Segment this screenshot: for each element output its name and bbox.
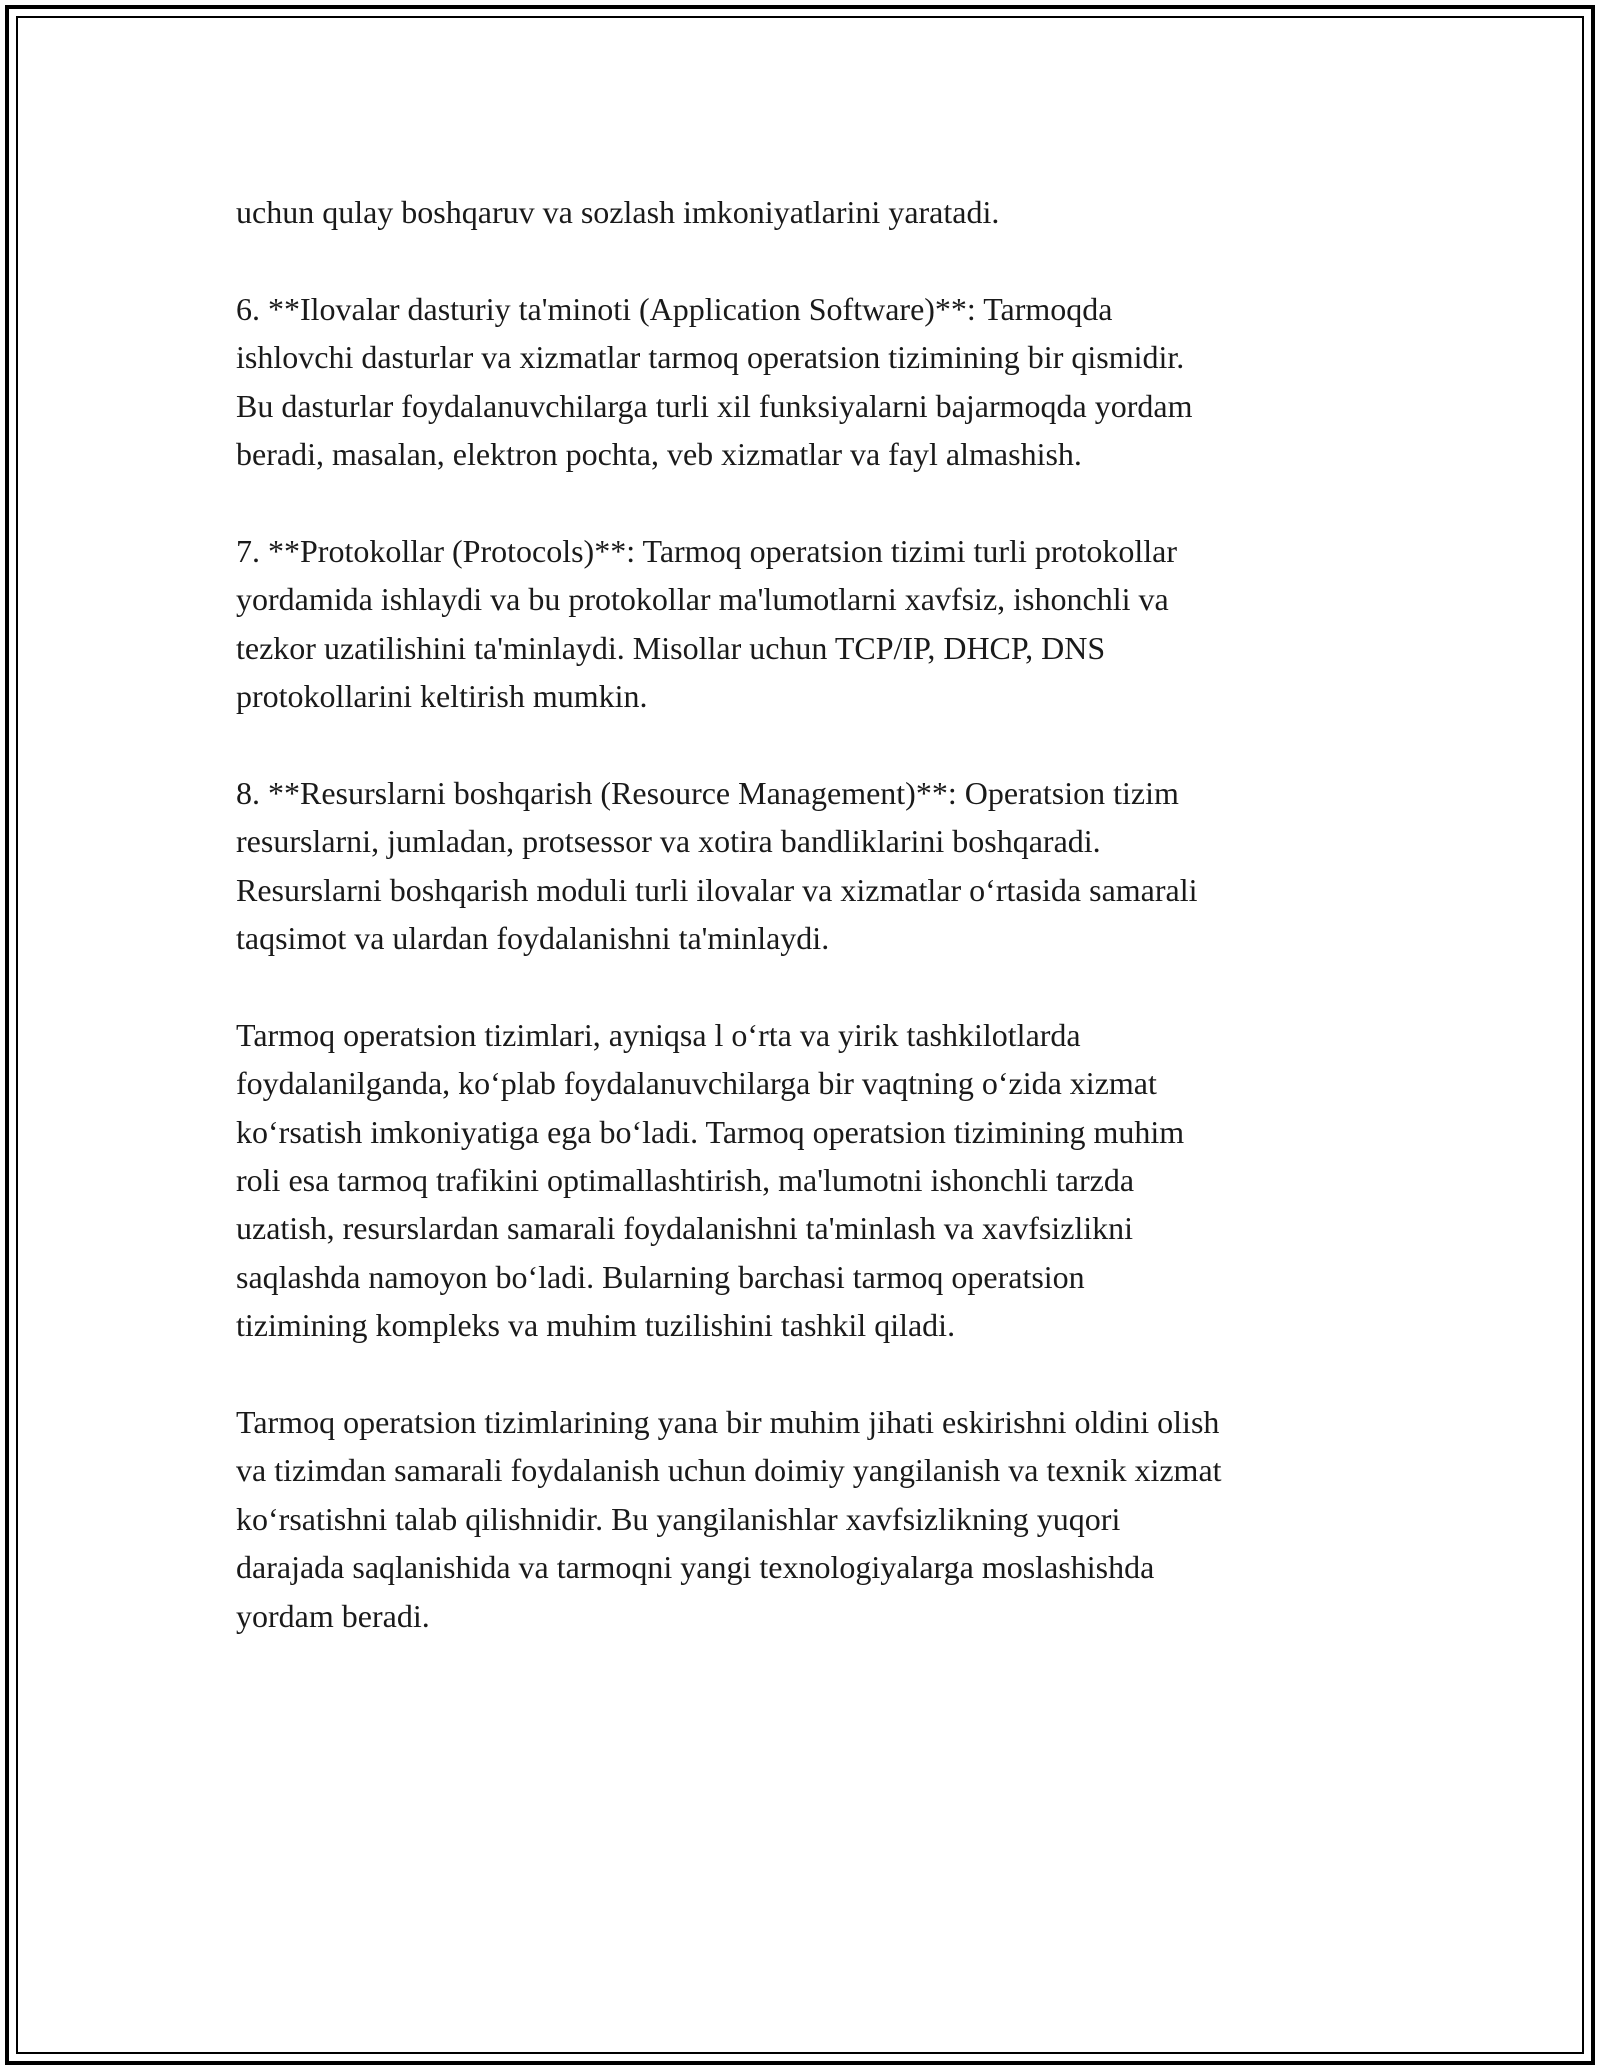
paragraph-resource-management: 8. **Resurslarni boshqarish (Resource Management)**: Operatsion tizim resurslarni, jumladan, protsessor va xotira bandliklarini boshqaradi. Resurslarni boshqarish moduli turli ilovalar va xizmatlar o‘rtasida samarali taqsimot va ulardan foydalanishni ta'minlaydi. [236,774,1198,957]
paragraph-protocols: 7. **Protokollar (Protocols)**: Tarmoq operatsion tizimi turli protokollar yordamida ishlaydi va bu protokollar ma'lumotlarni xavfsiz, ishonchli va tezkor uzatilishini ta'minlaydi. Misollar uchun TCP/IP, DHCP, DNS protokollarini keltirish mumkin. [236,532,1178,715]
paragraph-network-os-role: Tarmoq operatsion tizimlari, ayniqsa l o‘rta va yirik tashkilotlarda foydalanilganda, ko‘plab foydalanuvchilarga bir vaqtning o‘zida xizmat ko‘rsatish imkoniyatiga ega bo‘ladi. Tarmoq operatsion tizimining muhim roli esa tarmoq trafikini optimallashtirish, ma'lumotni ishonchli tarzda uzatish, resurslardan samarali foydalanishni ta'minlash va xavfsizlikni saqlashda namoyon bo‘ladi. Bularning barchasi tarmoq operatsion tizimining kompleks va muhim tuzilishini tashkil qiladi. [236,1016,1185,1344]
document-body [236,188,1376,1640]
paragraph-continuation: uchun qulay boshqaruv va sozlash imkoniyatlarini yaratadi. [236,194,1000,230]
paragraph-application-software: 6. **Ilovalar dasturiy ta'minoti (Application Software)**: Tarmoqda ishlovchi dasturlar va xizmatlar tarmoq operatsion tizimining bir qismidir. Bu dasturlar foydalanuvchilarga turli xil funksiyalarni bajarmoqda yordam beradi, masalan, elektron pochta, veb xizmatlar va fayl almashish. [236,290,1193,473]
paragraph-updates: Tarmoq operatsion tizimlarining yana bir muhim jihati eskirishni oldini olish va tizimdan samarali foydalanish uchun doimiy yangilanish va texnik xizmat ko‘rsatishni talab qilishnidir. Bu yangilanishlar xavfsizlikning yuqori darajada saqlanishida va tarmoqni yangi texnologiyalarga moslashishda yordam beradi. [236,1404,1222,1634]
